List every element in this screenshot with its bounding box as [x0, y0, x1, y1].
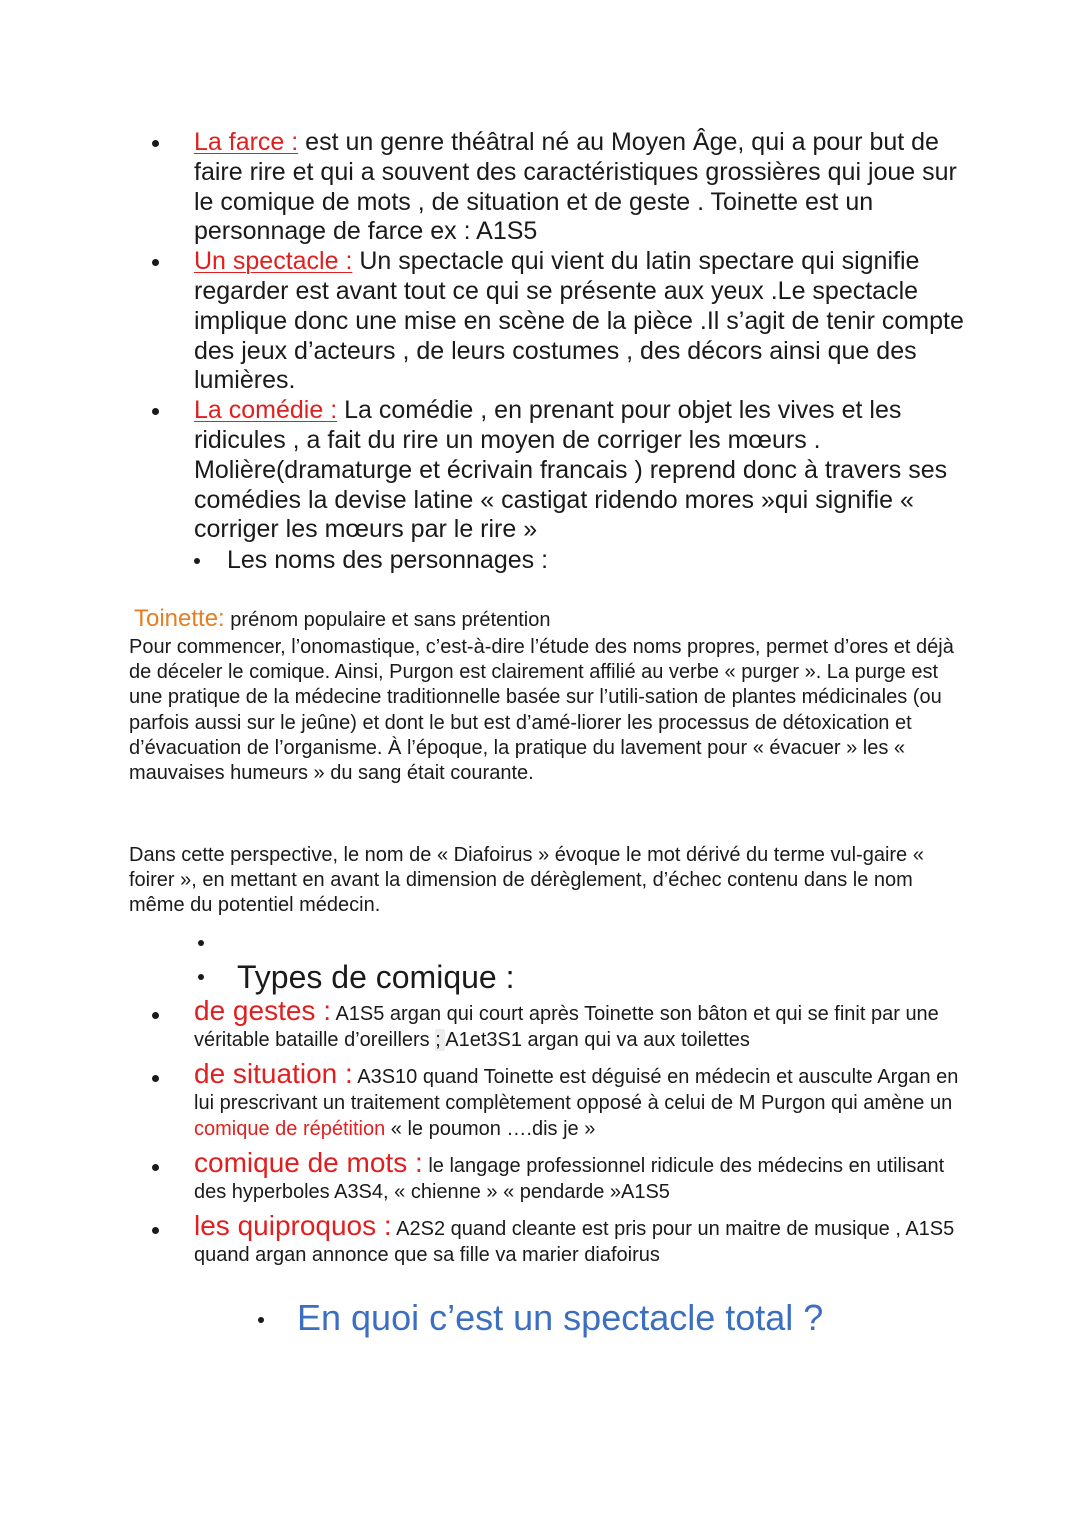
type-name-mots: comique de mots :: [194, 1147, 423, 1178]
type-gestes: [194, 995, 974, 1053]
paragraph-onomastique: Pour commencer, l’onomastique, c’est-à-dire l’étude des noms propres, permet d’ores et déjà de déceler le comique. Ainsi, Purgon est clairement affilié au verbe « purger ». La purge est une pratique de la médecine traditionnelle basée sur l’utili-sation de plantes médicinales (ou parfois aussi sur le jeûne) et dont le but est d’amé-liorer les processus de détoxication et d’évacuation de l’organisme. À l’époque, la pratique du lavement pour « évacuer » les « mauvaises humeurs » du sang était courante.: [129, 636, 954, 785]
type-text-quiproquos: A2S2 quand cleante est pris pour un maitre de musique , A1S5 quand argan annonce que sa fille va marier diafoirus: [194, 1218, 955, 1266]
definition-text-comedie: La comédie , en prenant pour objet les vives et les ridicules , a fait du rire un moyen de corriger les mœurs . Molière(dramaturge et écrivain francais ) reprend donc à travers ses comédies la devise latine « castigat ridendo mores »qui signifie « corriger les mœurs par le rire »: [194, 396, 948, 544]
type-name-situation: de situation :: [194, 1058, 353, 1089]
definition-comedie: [194, 396, 974, 545]
types-list: [194, 995, 974, 1276]
definition-text-farce: est un genre théâtral né au Moyen Âge, qui a pour but de faire rire et qui a souvent des caractéristiques grossières qui joue sur le comique de mots , de situation et de geste . Toinette est un personnage de farce ex : A1S5: [194, 128, 957, 246]
toinette-name: Toinette:: [134, 605, 225, 632]
question-heading: [258, 1296, 823, 1340]
type-text-gestes-sep: ;: [435, 1029, 446, 1051]
bullet-icon: [152, 408, 159, 415]
bullet-icon: [152, 140, 159, 147]
bullet-icon: [152, 259, 159, 266]
names-heading-text: Les noms des personnages :: [227, 546, 549, 574]
toinette-desc: prénom populaire et sans prétention: [224, 609, 551, 631]
type-text-situation-end: « le poumon ….dis je »: [385, 1118, 596, 1140]
type-text-gestes: A1S5 argan qui court après Toinette son bâton et qui se finit par une véritable bataille d’oreillers: [194, 1003, 939, 1051]
type-mots: [194, 1147, 974, 1205]
bullet-icon: [258, 1317, 264, 1323]
type-name-quiproquos: les quiproquos :: [194, 1210, 392, 1241]
definition-spectacle: [194, 247, 974, 396]
term-farce: La farce :: [194, 128, 299, 156]
type-quiproquos: [194, 1210, 974, 1268]
type-name-gestes: de gestes :: [194, 995, 331, 1026]
question-text: En quoi c’est un spectacle total ?: [297, 1297, 824, 1338]
definition-farce: [194, 128, 974, 247]
bullet-icon: [152, 1075, 159, 1082]
bullet-icon: [194, 558, 200, 564]
paragraph-diafoirus: Dans cette perspective, le nom de « Diafoirus » évoque le mot dérivé du terme vul-gaire « foirer », en mettant en avant la dimension de dérèglement, d’échec contenu dans le nom même du potentiel médecin.: [129, 844, 924, 917]
toinette-line: [134, 606, 551, 633]
definition-text-spectacle: Un spectacle qui vient du latin spectare qui signifie regarder est avant tout ce qui se présente aux yeux .Le spectacle implique donc une mise en scène de la pièce .Il s’agit de tenir compte des jeux d’acteurs , de leurs costumes , des décors ainsi que des lumières.: [194, 247, 964, 395]
bullet-icon: [152, 1164, 159, 1171]
definitions-list: [194, 128, 974, 545]
bullet-icon: [198, 974, 204, 980]
types-heading-text: Types de comique :: [237, 959, 515, 995]
type-text-mots: le langage professionnel ridicule des médecins en utilisant des hyperboles A3S4, « chienne » « pendarde »A1S5: [194, 1155, 945, 1203]
bullet-icon: [152, 1227, 159, 1234]
term-spectacle: Un spectacle :: [194, 247, 353, 276]
bullet-icon: [198, 940, 204, 946]
type-text-gestes-end: A1et3S1 argan qui va aux toilettes: [445, 1029, 750, 1051]
term-comedie: La comédie :: [194, 396, 338, 425]
type-situation: [194, 1058, 974, 1142]
type-text-situation: A3S10 quand Toinette est déguisé en médecin et ausculte Argan en lui prescrivant un traitement complètement opposé à celui de M Purgon qui amène un: [194, 1066, 959, 1114]
names-heading: [194, 545, 548, 575]
type-highlight-repetition: comique de répétition: [194, 1118, 386, 1140]
types-heading: [198, 958, 514, 996]
bullet-icon: [152, 1012, 159, 1019]
